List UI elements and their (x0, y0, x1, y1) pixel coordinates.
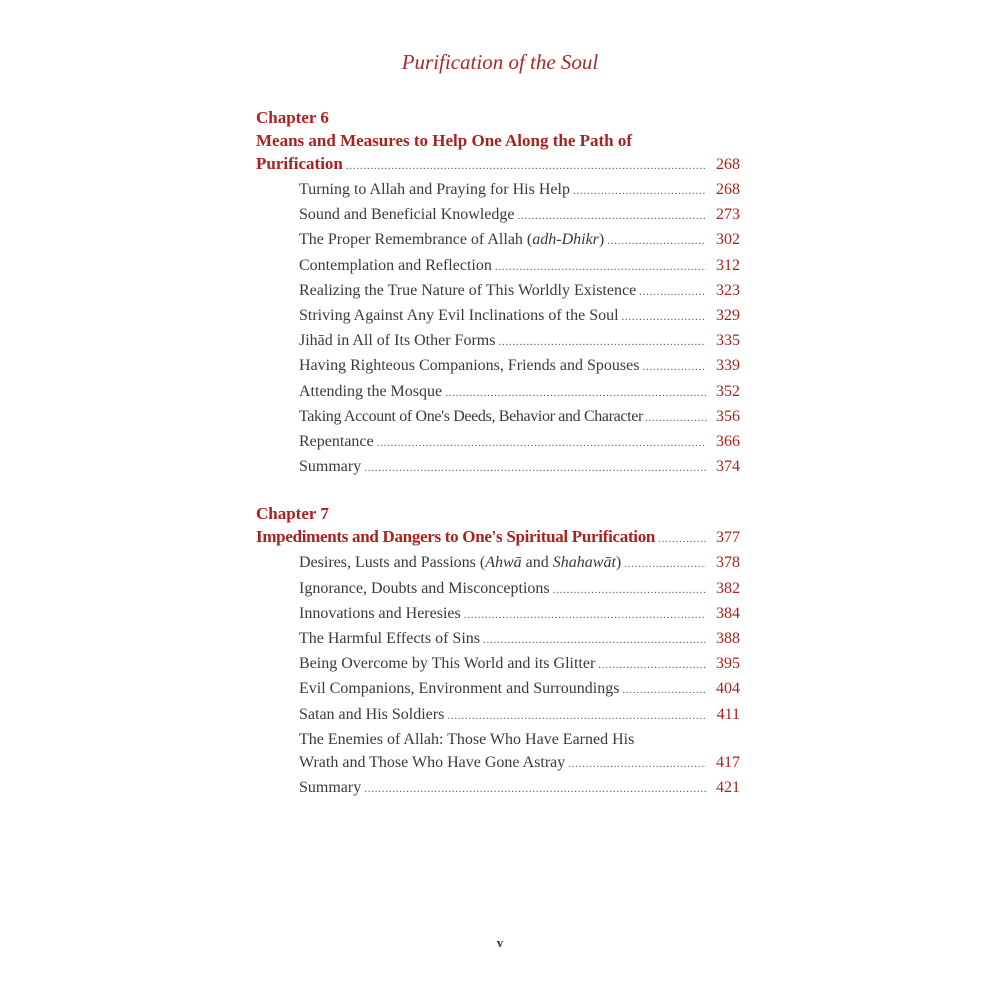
page-number: 302 (716, 231, 740, 249)
toc-entry[interactable] (256, 430, 740, 455)
leader-dots (364, 455, 706, 480)
page-number: 352 (716, 382, 740, 400)
toc-entry[interactable] (256, 602, 740, 627)
page-number: 268 (716, 181, 740, 198)
page-number: 382 (716, 579, 740, 597)
page-number: 411 (716, 705, 740, 723)
toc-entry[interactable] (256, 677, 740, 702)
leader-dots (642, 354, 706, 379)
page-number: 374 (716, 458, 740, 476)
entry-title-text: ) (598, 231, 605, 249)
page-number: 339 (716, 357, 740, 375)
entry-title-text: The Proper Remembrance of Allah ( (299, 231, 533, 249)
chapter-title: Impediments and Dangers to One's Spiritual Purification (256, 527, 656, 547)
entry-title: Turning to Allah and Praying for His Help (299, 181, 570, 198)
page-folio: v (496, 935, 504, 950)
leader-dots (377, 430, 706, 455)
page-number: 421 (716, 779, 740, 797)
entry-title: Taking Account of One's Deeds, Behavior and Character (299, 407, 643, 425)
leader-dots (658, 525, 706, 551)
entry-title-text: and (521, 554, 553, 572)
entry-title: Sound and Beneficial Knowledge (299, 206, 515, 224)
toc-entry[interactable] (256, 178, 740, 203)
entry-title: Realizing the True Nature of This Worldly Existence (299, 281, 637, 299)
page-number: 312 (716, 256, 740, 274)
toc-entry[interactable] (256, 455, 740, 480)
leader-dots (639, 279, 706, 304)
toc-entry[interactable] (256, 228, 740, 253)
leader-dots (346, 152, 706, 178)
toc-entry[interactable] (256, 279, 740, 304)
entry-title-text: ) (615, 554, 622, 572)
page-number: 329 (716, 307, 740, 325)
leader-dots (624, 551, 706, 576)
leader-dots (645, 405, 708, 430)
running-head: Purification of the Soul (401, 50, 599, 74)
chapter-title-continued: Purification (256, 154, 343, 173)
entry-title: Wrath and Those Who Have Gone Astray (299, 754, 566, 772)
page-number: 388 (716, 630, 740, 648)
page-number: 335 (716, 332, 740, 350)
chapter-title-entry[interactable] (256, 152, 740, 178)
entry-title: Satan and His Soldiers (299, 705, 445, 723)
entry-title: Summary (299, 779, 362, 797)
toc-entry[interactable] (256, 652, 740, 677)
toc-entry[interactable] (256, 254, 740, 279)
leader-dots (598, 652, 706, 677)
toc-entry[interactable] (256, 329, 740, 354)
page-number: 395 (716, 655, 740, 673)
entry-title: Striving Against Any Evil Inclinations of the Soul (299, 307, 619, 325)
page-number: 404 (716, 680, 740, 698)
entry-title: Repentance (299, 433, 374, 451)
entry-title-italic: Ahwā (485, 554, 522, 572)
leader-dots (364, 776, 706, 801)
entry-title: The Enemies of Allah: Those Who Have Earned His (299, 730, 635, 748)
toc-entry[interactable] (256, 551, 740, 576)
leader-dots (518, 203, 707, 228)
table-of-contents (256, 106, 740, 823)
page-number: 268 (716, 156, 740, 173)
leader-dots (445, 380, 706, 405)
toc-entry[interactable] (256, 354, 740, 379)
entry-title: Innovations and Heresies (299, 604, 461, 622)
entry-title: Evil Companions, Environment and Surroundings (299, 680, 620, 698)
toc-entry[interactable] (256, 203, 740, 228)
chapter-label: Chapter 6 (256, 108, 329, 127)
entry-title (299, 228, 604, 251)
page-number: 377 (716, 529, 740, 547)
leader-dots (573, 178, 706, 203)
entry-title: The Harmful Effects of Sins (299, 630, 480, 648)
entry-title-italic: adh-Dhikr (532, 231, 599, 249)
entry-title: Having Righteous Companions, Friends and Spouses (299, 357, 640, 375)
entry-title-text: Desires, Lusts and Passions ( (299, 554, 486, 572)
toc-entry[interactable] (256, 751, 740, 776)
page-number: 323 (716, 281, 740, 299)
chapter-title: Means and Measures to Help One Along the Path of (256, 131, 633, 150)
toc-entry[interactable] (256, 577, 740, 602)
page-number: 273 (716, 206, 740, 224)
toc-entry[interactable] (256, 405, 740, 430)
leader-dots (553, 577, 706, 602)
leader-dots (498, 329, 706, 354)
leader-dots (622, 677, 706, 702)
toc-entry[interactable] (256, 627, 740, 652)
toc-entry[interactable] (256, 380, 740, 405)
page-number: 384 (716, 604, 740, 622)
toc-entry[interactable] (256, 776, 740, 801)
leader-dots (607, 228, 706, 253)
leader-dots (464, 602, 706, 627)
entry-title: Being Overcome by This World and its Glitter (299, 655, 596, 673)
chapter-title-entry[interactable] (256, 525, 740, 551)
entry-title-italic: Shahawāt (552, 554, 616, 572)
leader-dots (495, 254, 706, 279)
leader-dots (568, 751, 706, 776)
entry-title: Summary (299, 458, 362, 476)
page-number: 366 (716, 433, 740, 451)
entry-title: Ignorance, Doubts and Misconceptions (299, 579, 550, 597)
page-number: 417 (716, 754, 740, 772)
entry-title: Contemplation and Reflection (299, 256, 492, 274)
leader-dots (622, 304, 706, 329)
toc-entry[interactable] (256, 304, 740, 329)
entry-title: Jihād in All of Its Other Forms (299, 332, 496, 350)
leader-dots (447, 703, 706, 728)
leader-dots (483, 627, 706, 652)
entry-title: Attending the Mosque (299, 382, 443, 400)
page-number: 356 (716, 407, 740, 425)
chapter-6-block (256, 106, 740, 480)
chapter-label: Chapter 7 (256, 504, 329, 524)
toc-entry[interactable] (256, 728, 740, 751)
chapter-7-block (256, 502, 740, 801)
toc-entry[interactable] (256, 703, 740, 728)
entry-title (299, 551, 621, 574)
page-number: 378 (716, 554, 740, 572)
